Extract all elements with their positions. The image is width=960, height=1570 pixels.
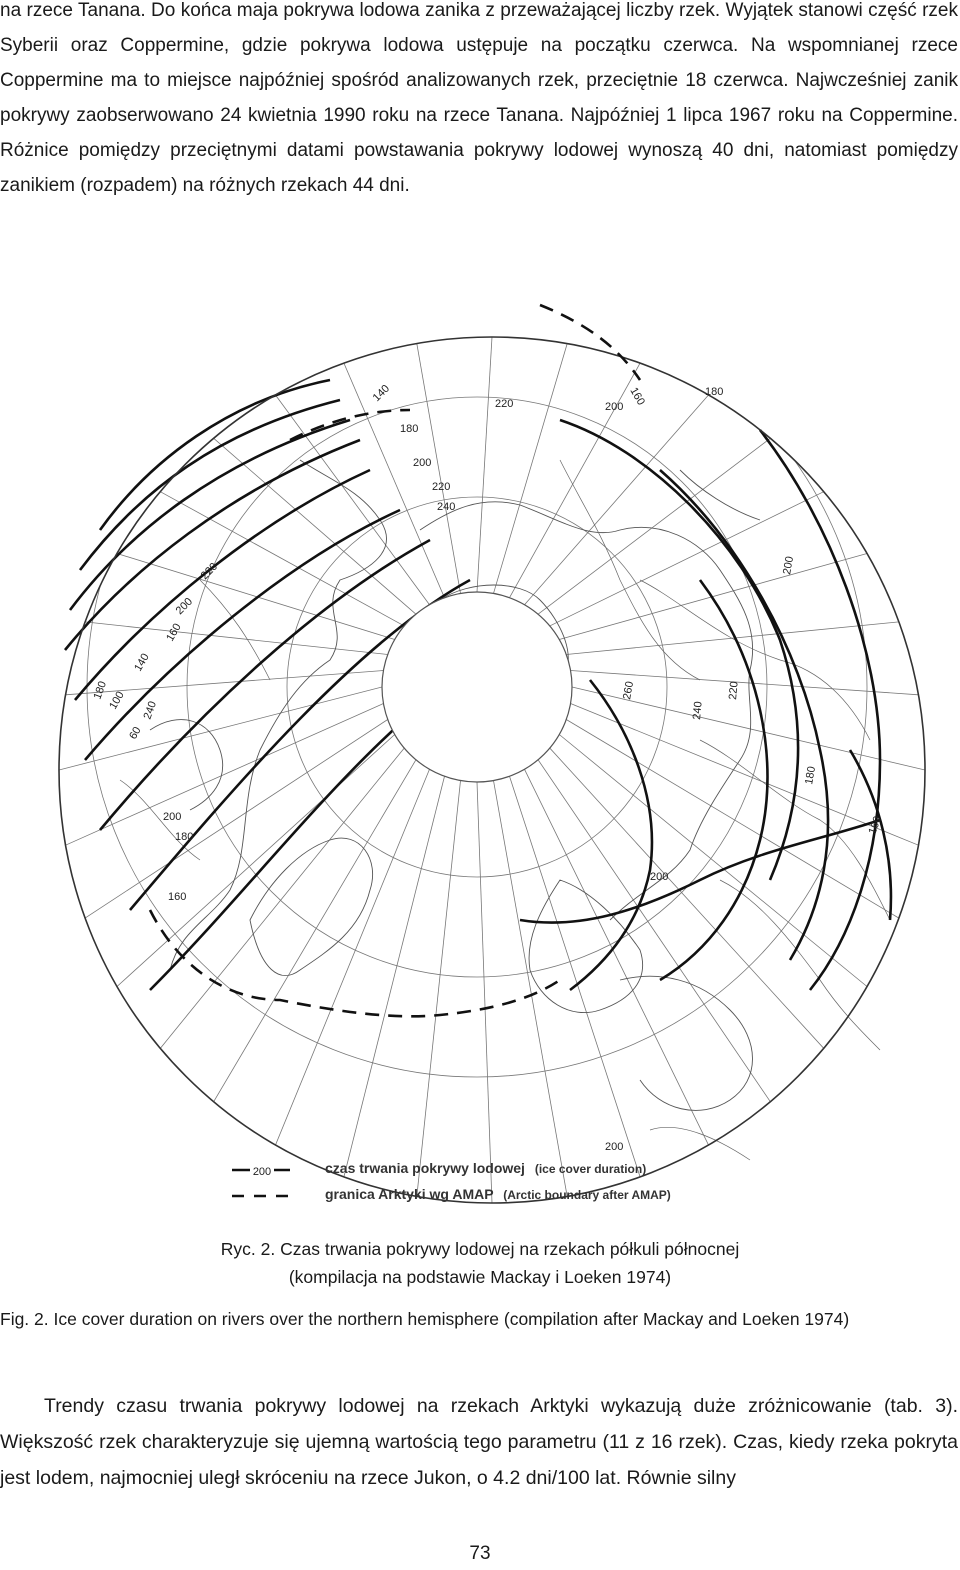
meridian-line <box>550 492 824 626</box>
isoline-label: 220 <box>727 680 741 701</box>
isoline-label: 200 <box>605 1141 624 1153</box>
legend-dashed-label: granica Arktyki wg AMAP (Arctic boundary after AMAP) <box>325 1186 671 1202</box>
isoline-label: 240 <box>691 700 705 721</box>
polar-map-figure <box>0 280 960 1210</box>
isoline-label: 140 <box>370 382 393 405</box>
isoline-label: 220 <box>198 560 221 583</box>
central-blank-circle <box>382 592 572 782</box>
bottom-paragraph-text: Trendy czasu trwania pokrywy lodowej na rzekach Arktyki wykazują duże zróżnicowanie (tab. 3). Większość rzek charakteryzuje się ujemną wartością tego parametru (11 z 16 rzek). Czas, kiedy rzeka pokryta jest lodem, najmocniej uległ skróceniu na rzece Jukon, o 4.2 dni/100 lat. Równie silny <box>0 1395 958 1489</box>
legend-sample-value: 200 <box>252 1166 272 1178</box>
meridian-line <box>493 781 567 1197</box>
isoline-label: 180 <box>91 679 110 702</box>
meridian-line <box>160 492 404 626</box>
meridian-line <box>566 622 899 655</box>
body-paragraph-top: na rzece Tanana. Do końca maja pokrywa lodowa zanika z przeważającej liczby rzek. Wyjątek stanowi część rzek Syberii oraz Coppermine, gdzie pokrywa lodowa ustępuje na początku czerwca. Na wspomnianej rzece Coppermine ma to miejsce najpóźniej spośród analizowanych rzek, przeciętnie 18 czerwca. Najwcześniej zanik pokrywy zaobserwowano 24 kwietnia 1990 roku na rzece Tanana. Najpóźniej 1 lipca 1967 roku na Coppermine. Różnice pomiędzy przeciętnymi datami powstawania pokrywy lodowej wynoszą 40 dni, natomiast pomiędzy zanikiem (rozpadem) na różnych rzekach 44 dni. <box>0 0 958 196</box>
isoline-label: 100 <box>107 689 127 712</box>
isoline-label: 200 <box>173 595 196 618</box>
isoline-label: 200 <box>781 555 797 576</box>
meridian-line <box>509 776 640 1177</box>
isoline-label: 160 <box>168 891 187 903</box>
isoline-label: 160 <box>866 814 885 837</box>
isoline-label: 200 <box>413 457 432 469</box>
isoline-label: 200 <box>650 871 669 883</box>
isoline-label: 260 <box>621 680 637 701</box>
isoline-label: 200 <box>605 401 624 413</box>
isoline-label: 240 <box>141 699 160 722</box>
meridian-line <box>525 769 709 1145</box>
isoline-label: 180 <box>803 765 819 786</box>
meridian-line <box>566 719 899 918</box>
body-paragraph-bottom <box>0 1388 958 1496</box>
map-rivers <box>120 460 890 1160</box>
figure-caption-english: Fig. 2. Ice cover duration on rivers over the northern hemisphere (compilation after Mackay and Loeken 1974) <box>0 1309 850 1329</box>
meridian-line <box>525 395 709 605</box>
legend-solid-label: czas trwania pokrywy lodowej (ice cover duration) <box>325 1160 647 1176</box>
caption-pl-line1: Ryc. 2. Czas trwania pokrywy lodowej na rzekach półkuli północnej <box>220 1239 740 1259</box>
isoline-label: 180 <box>705 386 724 398</box>
isoline-label: 200 <box>163 811 182 823</box>
isoline-label: 220 <box>495 398 514 410</box>
map-coastlines <box>150 460 760 1110</box>
meridian-line <box>66 703 384 845</box>
figure-caption-polish <box>0 1235 960 1291</box>
meridian-line <box>117 554 395 640</box>
map-legend <box>232 1160 671 1202</box>
meridian-line <box>477 337 492 592</box>
meridian-line <box>493 344 567 594</box>
meridian-line <box>276 769 430 1145</box>
caption-pl-line2: (kompilacja na podstawie Mackay i Loeken 1974) <box>288 1267 672 1287</box>
isoline-label: 220 <box>432 481 451 493</box>
isoline-label: 160 <box>627 385 647 408</box>
meridian-line <box>477 782 492 1203</box>
isoline-label: 180 <box>400 423 419 435</box>
meridian-line <box>117 735 395 987</box>
meridian-line <box>550 748 824 1048</box>
isoline-label: 180 <box>175 831 194 843</box>
isoline-label: 240 <box>437 501 456 513</box>
isoline-label: 160 <box>164 621 184 644</box>
meridian-line <box>417 781 461 1197</box>
meridian-line <box>538 760 770 1102</box>
meridian-line <box>559 735 867 987</box>
isoline-label: 140 <box>132 651 152 674</box>
page-number: 73 <box>469 1543 491 1564</box>
meridian-line <box>85 719 388 918</box>
isoline-label: 60 <box>127 724 144 742</box>
